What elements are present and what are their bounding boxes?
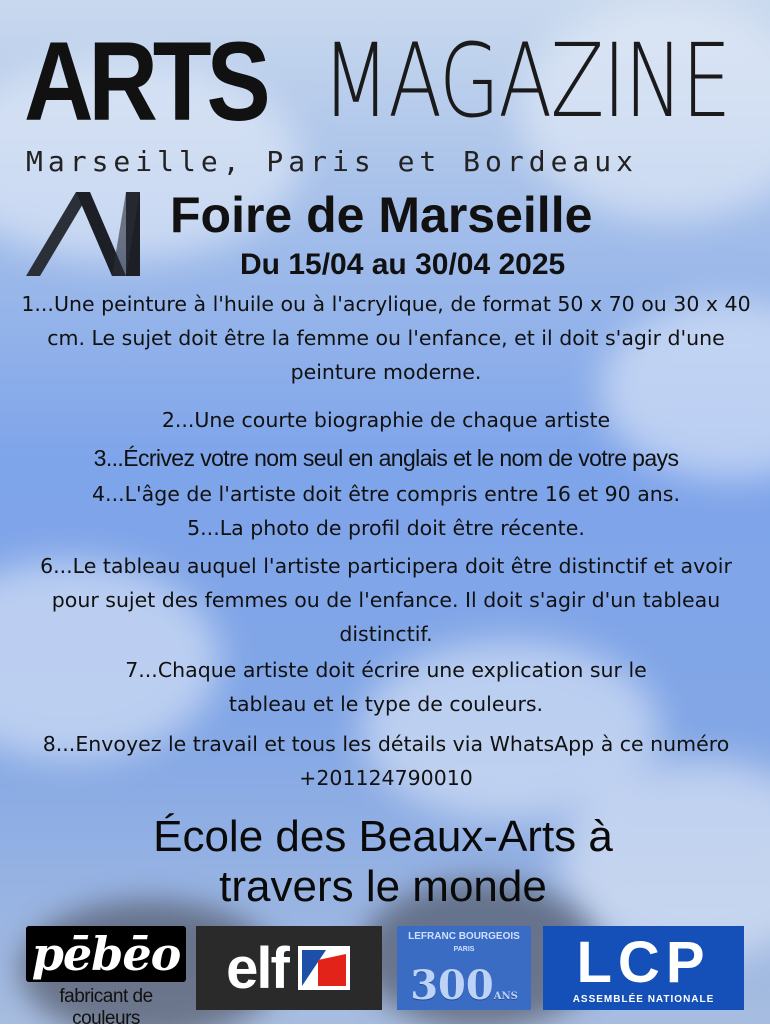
lefranc-bourgeois-logo: [397, 926, 531, 1010]
rule-item: 5...La photo de profil doit être récente.: [187, 516, 585, 540]
rule-item: 1...Une peinture à l'huile ou à l'acrylique, de format 50 x 70 ou 30 x 40 cm. Le sujet doit être la femme ou l'enfance, et il doit s'agir d'une peinture moderne.: [21, 292, 751, 384]
pebeo-logo: [26, 926, 186, 1029]
elf-flag-icon: [296, 944, 352, 992]
lefranc-unit: ANS: [493, 991, 518, 1002]
lefranc-number: 300: [410, 962, 494, 1009]
pebeo-wordmark: pēbēo: [26, 926, 186, 982]
lefranc-name: LEFRANC BOURGEOIS: [408, 931, 520, 942]
rule-item: 7...Chaque artiste doit écrire une explication sur le tableau et le type de couleurs.: [125, 658, 647, 716]
m-logo-icon: [26, 192, 162, 276]
elf-wordmark: elf: [226, 935, 288, 1001]
event-title: Foire de Marseille: [170, 187, 593, 243]
rule-item: 6...Le tableau auquel l'artiste participera doit être distinctif et avoir pour sujet des femmes ou de l'enfance. Il doit s'agir d'un tableau distinctif.: [40, 554, 732, 646]
rule-item: 4...L'âge de l'artiste doit être compris entre 16 et 90 ans.: [92, 482, 680, 506]
pebeo-tagline: fabricant de couleurs: [59, 986, 153, 1029]
brand-arts: ARTS: [24, 19, 266, 144]
lcp-subtitle: ASSEMBLÉE NATIONALE: [572, 994, 715, 1005]
lefranc-city: PARIS: [453, 946, 475, 953]
brand-magazine: MAGAZINE: [322, 22, 730, 141]
lcp-wordmark: LCP: [576, 930, 711, 995]
event-dates: Du 15/04 au 30/04 2025: [240, 248, 566, 281]
school-heading: École des Beaux-Arts à travers le monde: [153, 812, 613, 911]
rule-item: 3...Écrivez votre nom seul en anglais et le nom de votre pays: [93, 445, 679, 471]
rules-list: [14, 287, 758, 807]
magazine-masthead: [24, 19, 754, 144]
lcp-logo: [543, 926, 744, 1010]
rule-item: 8...Envoyez le travail et tous les détails via WhatsApp à ce numéro +201124790010: [42, 732, 730, 790]
rule-item: 2...Une courte biographie de chaque artiste: [161, 408, 611, 432]
elf-logo: [196, 926, 382, 1010]
cities-subtitle: Marseille, Paris et Bordeaux: [26, 145, 639, 178]
lefranc-anniversary: [397, 964, 531, 1019]
